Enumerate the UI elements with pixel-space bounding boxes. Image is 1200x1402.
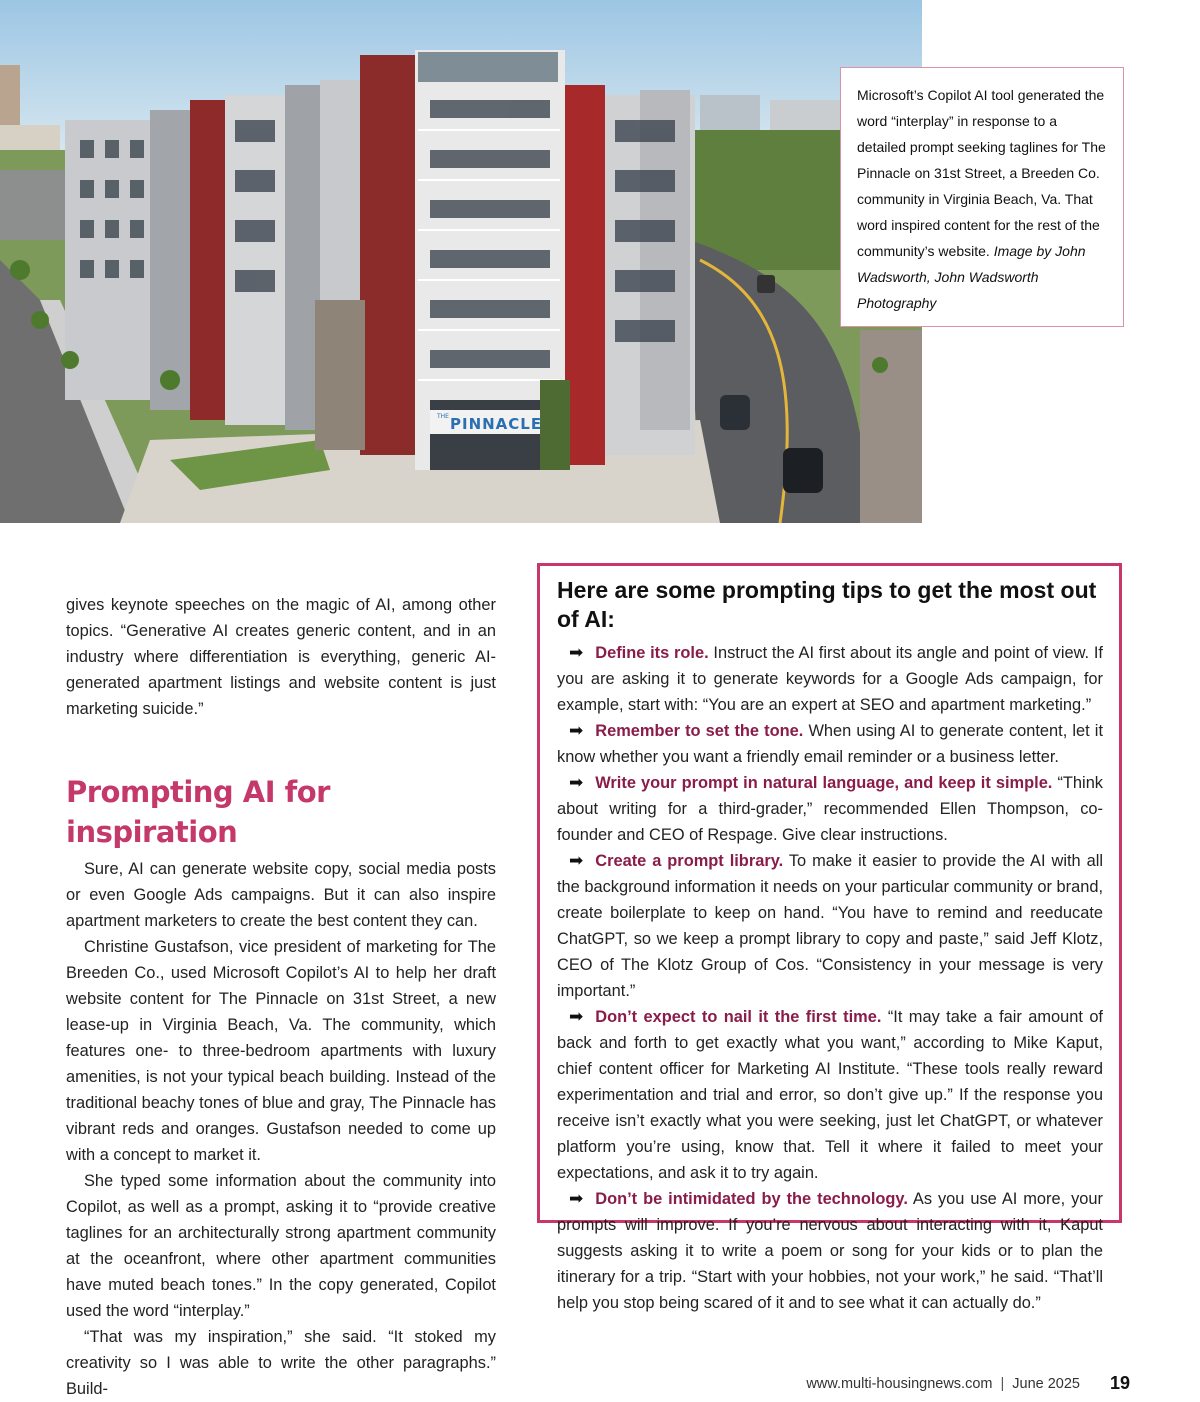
- photo-credit: Image by John Wadsworth, John Wadsworth Photography: [857, 243, 1086, 311]
- tip-body: “It may take a fair amount of back and forth to get exactly what you want,” according to Mike Kaput, chief content officer for Marketing AI Institute. “These tools really reward experimentation and trial and error, so don’t give up.” If the response you receive isn’t exactly what you were seeking, just let ChatGPT, or whatever platform you’re using, know that. Tell it where it failed to meet your expectations, and ask it to try again.: [557, 1008, 1103, 1182]
- footer-website: www.multi-housingnews.com: [806, 1376, 993, 1392]
- tip-title: Create a prompt library.: [595, 852, 784, 870]
- building-illustration: [0, 0, 922, 523]
- tip-title: Don’t expect to nail it the first time.: [595, 1008, 882, 1026]
- article-paragraph-4: “That was my inspiration,” she said. “It stoked my creativity so I was able to write the other paragraphs.” Build-: [66, 1328, 496, 1398]
- prompting-tips-box: [537, 563, 1122, 1312]
- right-arrow-icon: ➡: [569, 721, 584, 740]
- right-arrow-icon: ➡: [569, 1189, 584, 1208]
- article-column: [66, 592, 496, 1402]
- article-paragraph-1: Sure, AI can generate website copy, social media posts or even Google Ads campaigns. But it can also inspire apartment marketers to create the best content they can.: [66, 860, 496, 930]
- tip-title: Remember to set the tone.: [595, 722, 804, 740]
- right-arrow-icon: ➡: [569, 773, 584, 792]
- footer-issue: June 2025: [1012, 1376, 1080, 1392]
- photo-caption: [840, 67, 1124, 327]
- page-footer: [0, 1376, 1080, 1392]
- footer-separator: |: [1000, 1376, 1005, 1392]
- tip-item: [557, 718, 1103, 770]
- tip-item: [557, 640, 1103, 718]
- caption-text: Microsoft’s Copilot AI tool generated the word “interplay” in response to a detailed prompt seeking taglines for The Pinnacle on 31st Street, a Breeden Co. community in Virginia Beach, Va. That word inspired content for the rest of the community’s website.: [857, 87, 1106, 259]
- tip-item: [557, 1004, 1103, 1186]
- tip-body: “Think about writing for a third-grader,” recommended Ellen Thompson, co-founder and CEO of Respage. Give clear instructions.: [557, 774, 1103, 844]
- sign-prefix: THE: [437, 413, 449, 420]
- intro-paragraph: gives keynote speeches on the magic of AI, among other topics. “Generative AI creates generic content, and in an industry where differentiation is everything, generic AI-generated apartment listings and website content is just marketing suicide.”: [66, 596, 496, 718]
- right-arrow-icon: ➡: [569, 1007, 584, 1026]
- section-heading: Prompting AI for inspiration: [66, 775, 330, 849]
- hero-photo: [0, 0, 922, 523]
- tip-item: [557, 1186, 1103, 1316]
- right-arrow-icon: ➡: [569, 643, 584, 662]
- article-paragraph-3: She typed some information about the community into Copilot, as well as a prompt, asking it to “provide creative taglines for an architecturally strong apartment community at the oceanfront, where other apartment communities have muted beach tones.” In the copy generated, Copilot used the word “interplay.”: [66, 1172, 496, 1320]
- tips-heading: Here are some prompting tips to get the most out of AI:: [557, 577, 1097, 632]
- tip-title: Don’t be intimidated by the technology.: [595, 1190, 908, 1208]
- tip-body: Instruct the AI first about its angle and point of view. If you are asking it to generate keywords for a Google Ads campaign, for example, start with: “You are an expert at SEO and apartment marketing.”: [557, 644, 1103, 714]
- tip-body: When using AI to generate content, let it know whether you want a friendly email reminder or a business letter.: [557, 722, 1104, 766]
- tip-title: Write your prompt in natural language, and keep it simple.: [595, 774, 1053, 792]
- tip-title: Define its role.: [595, 644, 709, 662]
- tip-item: [557, 848, 1103, 1004]
- page-number: 19: [1110, 1373, 1131, 1393]
- tip-body: To make it easier to provide the AI with all the background information it needs on your particular community or brand, create boilerplate to keep on hand. “You have to remind and reeducate ChatGPT, so we keep a prompt library to copy and paste,” said Jeff Klotz, CEO of The Klotz Group of Cos. “Consistency in your message is very important.”: [557, 852, 1103, 1000]
- tip-body: As you use AI more, your prompts will improve. If you’re nervous about interacting with it, Kaput suggests asking it to write a poem or song for your kids or to plan the itinerary for a trip. “Start with your hobbies, not your work,” he said. “That’ll help you stop being scared of it and to see what it can actually do.”: [557, 1190, 1103, 1312]
- right-arrow-icon: ➡: [569, 851, 584, 870]
- tip-item: [557, 770, 1103, 848]
- building-sign-text: PINNACLE: [450, 415, 543, 433]
- article-paragraph-2: Christine Gustafson, vice president of marketing for The Breeden Co., used Microsoft Copilot’s AI to help her draft website content for The Pinnacle on 31st Street, a new lease-up in Virginia Beach, Va. The community, which features one- to three-bedroom apartments with luxury amenities, is not your typical beach building. Instead of the traditional beachy tones of blue and gray, The Pinnacle has vibrant reds and oranges. Gustafson needed to come up with a concept to market it.: [66, 938, 496, 1164]
